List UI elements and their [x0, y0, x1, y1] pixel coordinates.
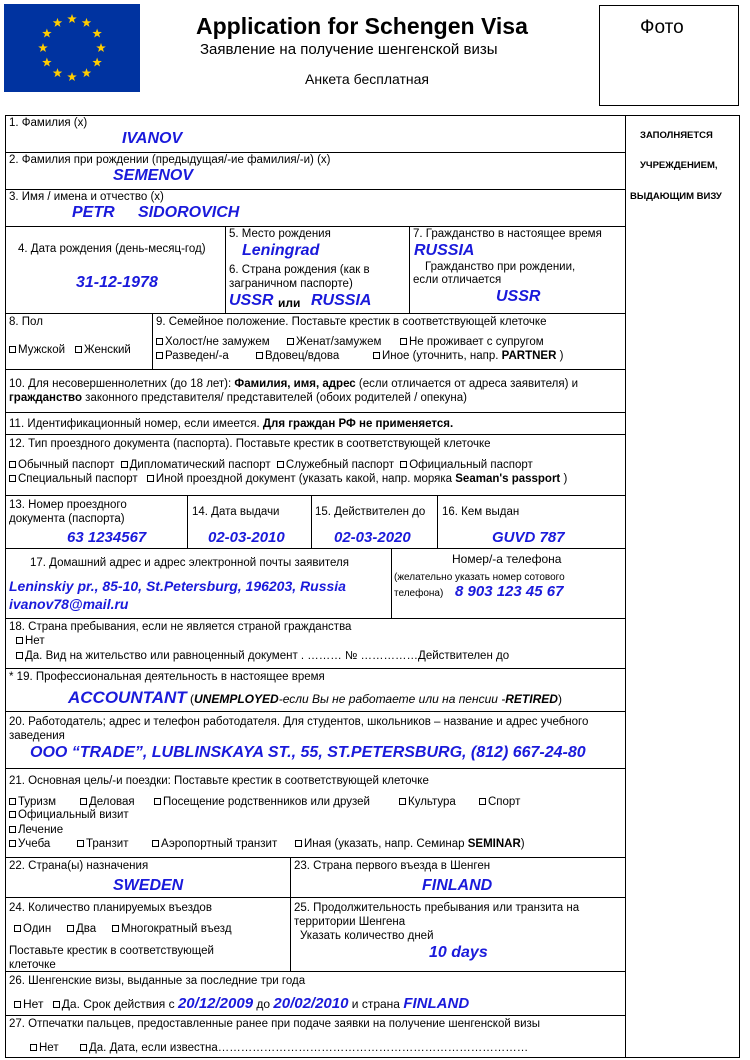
- fingerprints-no-option[interactable]: Нет: [30, 1042, 59, 1055]
- flag-star-icon: [67, 14, 77, 23]
- field-23-label: 23. Страна первого въезда в Шенген: [294, 860, 491, 872]
- prior-visa-yes-checkbox[interactable]: [53, 1001, 60, 1008]
- field-24-label: 24. Количество планируемых въездов: [9, 902, 212, 914]
- widowed-checkbox[interactable]: [256, 352, 263, 359]
- valid-until-value[interactable]: 02-03-2020: [334, 529, 411, 546]
- field-18-label: 18. Страна пребывания, если не является страной гражданства: [9, 621, 352, 633]
- page-subtitle: Заявление на получение шенгенской визы: [200, 41, 498, 58]
- fingerprints-yes-checkbox[interactable]: [80, 1044, 87, 1051]
- airport-transit-checkbox[interactable]: [152, 840, 159, 847]
- citizenship-value[interactable]: RUSSIA: [414, 242, 475, 259]
- birth-place-value[interactable]: Leningrad: [242, 242, 320, 259]
- birth-surname-value[interactable]: SEMENOV: [113, 167, 194, 184]
- field-24-note-2: клеточке: [9, 959, 56, 971]
- entries-multiple-option[interactable]: Многократный въезд: [112, 923, 232, 936]
- marital-married-option[interactable]: Женат/замужем: [287, 336, 381, 349]
- separated-checkbox[interactable]: [400, 338, 407, 345]
- residence-yes-option[interactable]: Да. Вид на жительство или равноценный документ . ……… № ……………Действителен до: [16, 650, 509, 663]
- field-27-label: 27. Отпечатки пальцев, предоставленные ранее при подаче заявки на получение шенгенской визы: [9, 1018, 541, 1030]
- sidebar-line-3: ВЫДАЮЩИМ ВИЗУ: [630, 191, 722, 202]
- diplomatic-passport-checkbox[interactable]: [121, 461, 128, 468]
- field-10-label-2: гражданство законного представителя/ представителей (обоих родителей / опекуна): [9, 392, 467, 404]
- flag-star-icon: [92, 58, 102, 67]
- prior-visa-from-value[interactable]: 20/12/2009: [177, 995, 254, 1012]
- marital-divorced-option[interactable]: Разведен/-а: [156, 350, 229, 363]
- doc-type-row-2[interactable]: Специальный паспорт Иной проездной документ (указать какой, напр. моряка Seaman's passport ): [9, 473, 567, 486]
- purpose-airport-transit-option[interactable]: Аэропортный транзит: [152, 838, 277, 851]
- employer-value[interactable]: OOO “TRADE”, LUBLINSKAYA ST., 55, ST.PETERSBURG, (812) 667-24-80: [30, 744, 586, 761]
- marital-widowed-option[interactable]: Вдовец/вдова: [256, 350, 339, 363]
- official-visit-checkbox[interactable]: [9, 811, 16, 818]
- marital-separated-option[interactable]: Не проживает с супругом: [400, 336, 544, 349]
- fingerprints-yes-option[interactable]: Да. Дата, если известна………………………………………………………………………: [80, 1042, 528, 1055]
- divorced-checkbox[interactable]: [156, 352, 163, 359]
- ordinary-passport-checkbox[interactable]: [9, 461, 16, 468]
- field-2-label: 2. Фамилия при рождении (предыдущая/-ие фамилия/-и) (x): [9, 154, 331, 166]
- phone-sub-2: телефона): [394, 588, 444, 599]
- flag-star-icon: [96, 43, 106, 52]
- residence-no-checkbox[interactable]: [16, 637, 23, 644]
- sex-female-option[interactable]: Женский: [75, 344, 131, 357]
- sex-male-option[interactable]: Мужской: [9, 344, 65, 357]
- occupation-value[interactable]: ACCOUNTANT: [68, 688, 187, 707]
- birth-country-or: или: [278, 296, 301, 310]
- field-26-label: 26. Шенгенские визы, выданные за последние три года: [9, 975, 306, 987]
- field-13-label-2: документа (паспорта): [9, 513, 125, 525]
- purpose-medical-option[interactable]: Лечение: [9, 824, 63, 837]
- flag-star-icon: [38, 43, 48, 52]
- field-20-label-1: 20. Работодатель; адрес и телефон работодателя. Для студентов, школьников – название и адрес учебного: [9, 716, 589, 728]
- married-checkbox[interactable]: [287, 338, 294, 345]
- field-17-label: 17. Домашний адрес и адрес электронной почты заявителя: [30, 557, 349, 569]
- service-passport-checkbox[interactable]: [277, 461, 284, 468]
- official-passport-checkbox[interactable]: [400, 461, 407, 468]
- page-title: Application for Schengen Visa: [196, 13, 528, 39]
- phone-label: Номер/-а телефона: [452, 552, 562, 566]
- purpose-business-option[interactable]: Деловая: [80, 796, 135, 809]
- study-checkbox[interactable]: [9, 840, 16, 847]
- marital-other-option[interactable]: Иное (уточнить, напр. PARTNER ): [373, 350, 563, 363]
- field-22-label: 22. Страна(ы) назначения: [9, 860, 149, 872]
- field-20-label-2: заведения: [9, 730, 65, 742]
- field-4-label: 4. Дата рождения (день-месяц-год): [18, 243, 206, 255]
- field-5-label: 5. Место рождения: [229, 228, 331, 240]
- other-document-checkbox[interactable]: [147, 475, 154, 482]
- photo-label: Фото: [640, 17, 684, 38]
- field-1-label: 1. Фамилия (x): [9, 117, 88, 129]
- email-value[interactable]: ivanov78@mail.ru: [9, 596, 129, 612]
- field-25-label-2: территории Шенгена: [294, 916, 406, 928]
- field-25-label-1: 25. Продолжительность пребывания или транзита на: [294, 902, 580, 914]
- field-16-label: 16. Кем выдан: [442, 506, 520, 518]
- purpose-other-option[interactable]: Иная (указать, напр. Семинар SEMINAR): [295, 838, 525, 851]
- medical-checkbox[interactable]: [9, 826, 16, 833]
- field-15-label: 15. Действителен до: [315, 506, 426, 518]
- flag-star-icon: [82, 68, 92, 77]
- flag-star-icon: [42, 58, 52, 67]
- purpose-official-option[interactable]: Официальный визит: [9, 809, 129, 822]
- duration-value[interactable]: 10 days: [429, 944, 488, 961]
- prior-visas-row: Нет Да. Срок действия с 20/12/2009 до 20/02/2010 и страна FINLAND: [14, 995, 469, 1012]
- multiple-entry-checkbox[interactable]: [112, 925, 119, 932]
- birth-country-value-2[interactable]: RUSSIA: [311, 292, 372, 309]
- doc-type-row-1[interactable]: Обычный паспорт Дипломатический паспорт Служебный паспорт Официальный паспорт: [9, 459, 533, 472]
- field-7-sub-1: Гражданство при рождении,: [425, 261, 576, 273]
- male-checkbox[interactable]: [9, 346, 16, 353]
- birth-country-value-1[interactable]: USSR: [229, 292, 274, 309]
- sport-checkbox[interactable]: [479, 798, 486, 805]
- field-24-note-1: Поставьте крестик в соответствующей: [9, 945, 214, 957]
- field-13-label-1: 13. Номер проездного: [9, 499, 127, 511]
- visit-relatives-checkbox[interactable]: [154, 798, 161, 805]
- field-9-label: 9. Семейное положение. Поставьте крестик в соответствующей клеточке: [156, 316, 547, 328]
- patronymic-value[interactable]: SIDOROVICH: [138, 204, 240, 221]
- phone-sub-1: (желательно указать номер сотового: [394, 572, 565, 583]
- first-name-value[interactable]: PETR: [72, 204, 115, 221]
- passport-number-value[interactable]: 63 1234567: [67, 529, 147, 546]
- sidebar-divider: [625, 115, 626, 1058]
- field-7-sub-2: если отличается: [413, 274, 502, 286]
- flag-star-icon: [92, 29, 102, 38]
- purpose-visit-option[interactable]: Посещение родственников или друзей: [154, 796, 370, 809]
- flag-star-icon: [67, 72, 77, 81]
- eu-flag-logo: [4, 4, 140, 92]
- prior-visa-no-checkbox[interactable]: [14, 1001, 21, 1008]
- field-6-label-1: 6. Страна рождения (как в: [229, 264, 370, 276]
- occupation-row: ACCOUNTANT (UNEMPLOYED-если Вы не работаете или на пенсии -RETIRED): [68, 688, 562, 707]
- free-form-note: Анкета бесплатная: [305, 71, 429, 87]
- purpose-transit-option[interactable]: Транзит: [77, 838, 129, 851]
- culture-checkbox[interactable]: [399, 798, 406, 805]
- flag-star-icon: [42, 29, 52, 38]
- flag-star-icon: [53, 18, 63, 27]
- field-25-label-3: Указать количество дней: [300, 930, 434, 942]
- double-entry-checkbox[interactable]: [67, 925, 74, 932]
- issue-date-value[interactable]: 02-03-2010: [208, 529, 285, 546]
- issued-by-value[interactable]: GUVD 787: [492, 529, 565, 546]
- fingerprints-no-checkbox[interactable]: [30, 1044, 37, 1051]
- flag-star-icon: [53, 68, 63, 77]
- field-6-label-2: заграничном паспорте): [229, 278, 353, 290]
- prior-visa-to-value[interactable]: 20/02/2010: [273, 995, 349, 1012]
- home-address-value[interactable]: Leninskiy pr., 85-10, St.Petersburg, 196203, Russia: [9, 578, 346, 594]
- flag-star-icon: [82, 18, 92, 27]
- business-checkbox[interactable]: [80, 798, 87, 805]
- field-3-label: 3. Имя / имена и отчество (x): [9, 191, 164, 203]
- transit-checkbox[interactable]: [77, 840, 84, 847]
- purpose-study-option[interactable]: Учеба: [9, 838, 50, 851]
- field-11-label: 11. Идентификационный номер, если имеется. Для граждан РФ не применяется.: [9, 418, 454, 430]
- prior-visa-country-value[interactable]: FINLAND: [403, 995, 470, 1012]
- birth-date-value[interactable]: 31-12-1978: [76, 274, 158, 291]
- field-14-label: 14. Дата выдачи: [192, 506, 280, 518]
- field-8-label: 8. Пол: [9, 316, 43, 328]
- destination-value[interactable]: SWEDEN: [113, 877, 184, 894]
- first-entry-value[interactable]: FINLAND: [422, 877, 493, 894]
- purpose-sport-option[interactable]: Спорт: [479, 796, 520, 809]
- residence-yes-checkbox[interactable]: [16, 652, 23, 659]
- phone-value[interactable]: 8 903 123 45 67: [455, 583, 564, 600]
- birth-citizenship-value[interactable]: USSR: [496, 288, 541, 305]
- marital-single-option[interactable]: Холост/не замужем: [156, 336, 270, 349]
- field-19-label: * 19. Профессиональная деятельность в настоящее время: [9, 671, 325, 683]
- purpose-tourism-option[interactable]: Туризм: [9, 796, 56, 809]
- entries-one-option[interactable]: Один: [14, 923, 51, 936]
- purpose-culture-option[interactable]: Культура: [399, 796, 456, 809]
- sidebar-line-2: УЧРЕЖДЕНИЕМ,: [640, 160, 718, 171]
- special-passport-checkbox[interactable]: [9, 475, 16, 482]
- sidebar-line-1: ЗАПОЛНЯЕТСЯ: [640, 130, 713, 141]
- field-7-label: 7. Гражданство в настоящее время: [413, 228, 602, 240]
- field-10-label-1: 10. Для несовершеннолетних (до 18 лет): Фамилия, имя, адрес (если отличается от адреса заявителя) и: [9, 378, 579, 390]
- other-marital-checkbox[interactable]: [373, 352, 380, 359]
- single-entry-checkbox[interactable]: [14, 925, 21, 932]
- other-purpose-checkbox[interactable]: [295, 840, 302, 847]
- single-checkbox[interactable]: [156, 338, 163, 345]
- residence-no-option[interactable]: Нет: [16, 635, 45, 648]
- tourism-checkbox[interactable]: [9, 798, 16, 805]
- field-12-label: 12. Тип проездного документа (паспорта). Поставьте крестик в соответствующей клеточке: [9, 438, 491, 450]
- entries-two-option[interactable]: Два: [67, 923, 96, 936]
- field-21-label: 21. Основная цель/-и поездки: Поставьте крестик в соответствующей клеточке: [9, 775, 429, 787]
- surname-value[interactable]: IVANOV: [122, 130, 183, 147]
- female-checkbox[interactable]: [75, 346, 82, 353]
